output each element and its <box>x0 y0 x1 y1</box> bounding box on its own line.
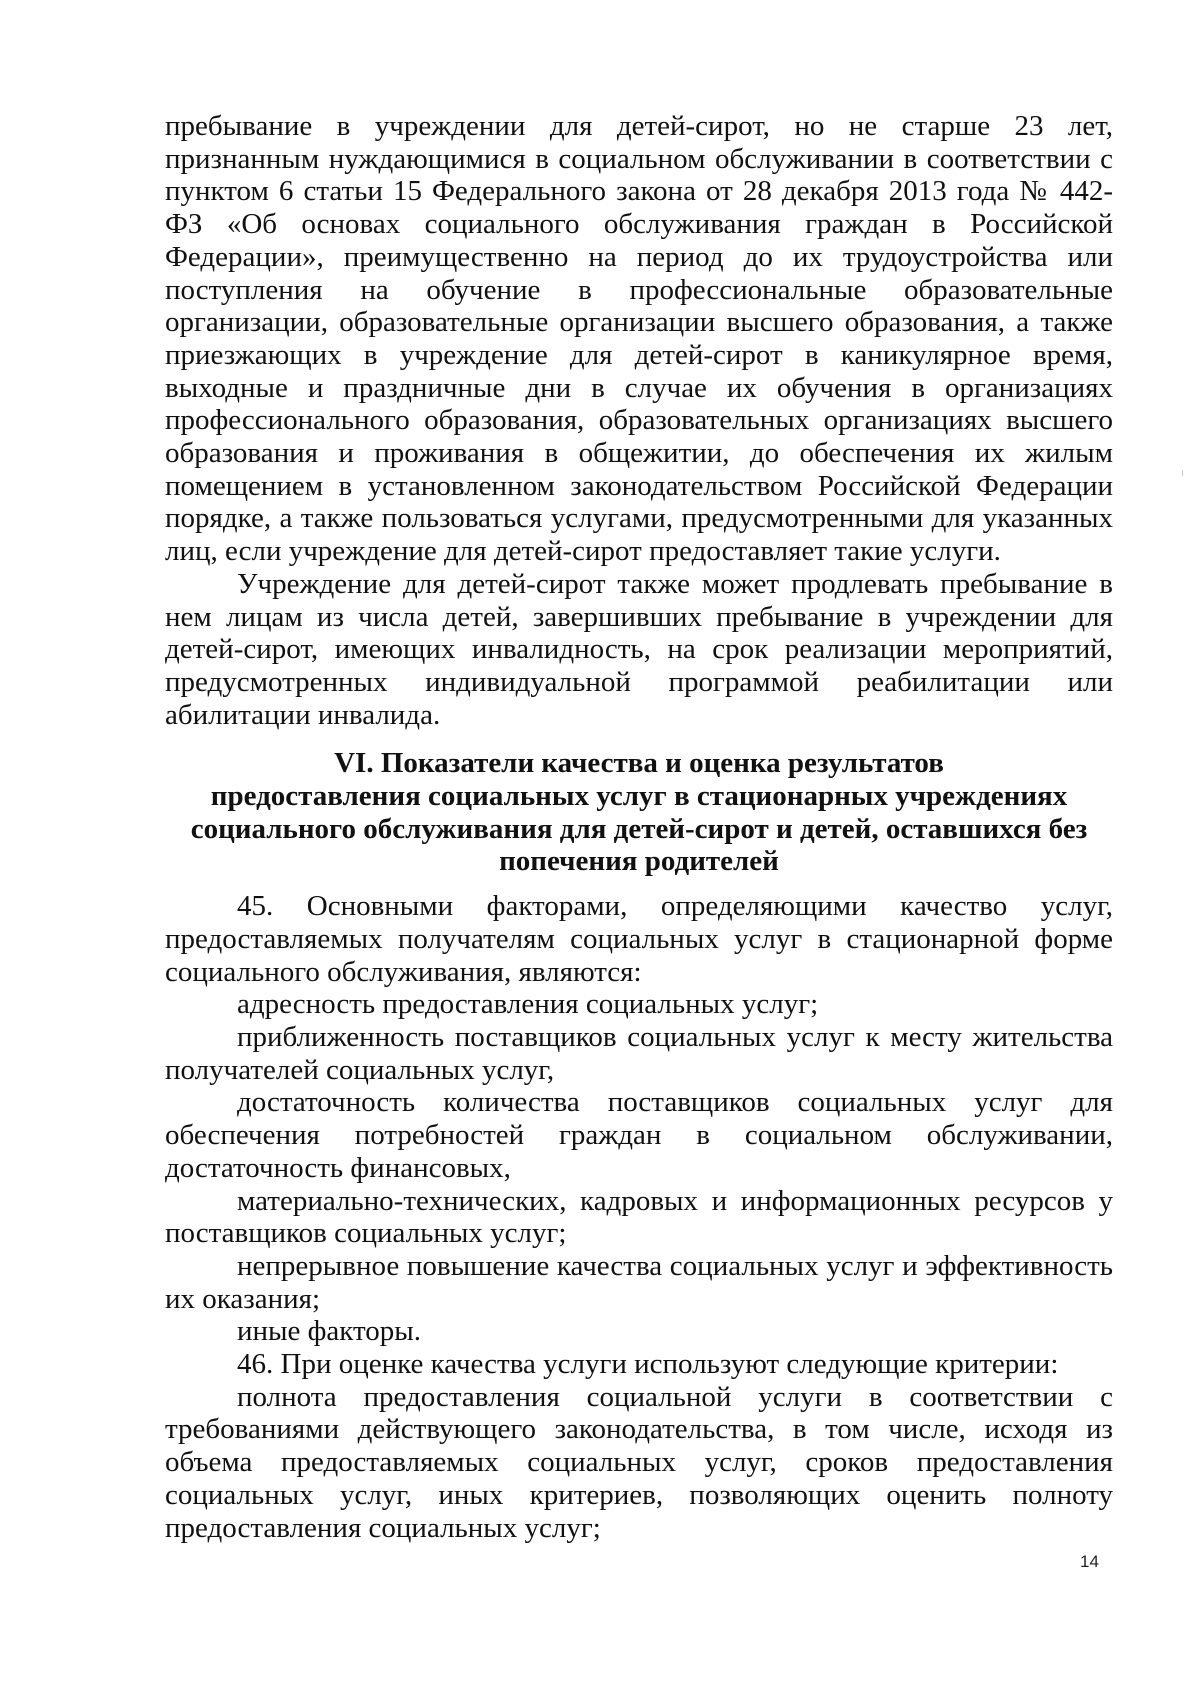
paragraph-proximity: приближенность поставщиков социальных услуг к месту жительства получателей социальных услуг, <box>165 1020 1113 1086</box>
section-heading-line-3: социального обслуживания для детей-сирот и детей, оставшихся без <box>190 812 1088 845</box>
paragraph-other-factors: иные факторы. <box>237 1315 422 1348</box>
scan-mark <box>1182 470 1183 476</box>
paragraph-extension-disabled: Учреждение для детей-сирот также может продлевать пребывание в нем лицам из числа детей, завершивших пребывание в учреждении для детей-сирот, имеющих инвалидность, на срок реализации мероприятий, предусмотренных индивидуальной программой реабилитации или абилитации инвалида. <box>165 567 1113 731</box>
section-heading-line-1: VI. Показатели качества и оценка результатов <box>334 747 944 780</box>
paragraph-sufficiency: достаточность количества поставщиков социальных услуг для обеспечения потребностей граждан в социальном обслуживании, достаточность финансовых, <box>165 1086 1113 1184</box>
document-body <box>165 110 1113 1544</box>
page-number: 14 <box>1080 1552 1099 1571</box>
paragraph-resources: материально-технических, кадровых и информационных ресурсов у поставщиков социальных услуг; <box>165 1184 1113 1250</box>
section-heading-line-4: попечения родителей <box>499 845 779 878</box>
section-heading <box>165 747 1113 878</box>
paragraph-item-45: 45. Основными факторами, определяющими качество услуг, предоставляемых получателям социальных услуг в стационарной форме социального обслуживания, являются: <box>165 890 1113 988</box>
paragraph-residence-continuation: пребывание в учреждении для детей-сирот, но не старше 23 лет, признанным нуждающимися в социальном обслуживании в соответствии с пунктом 6 статьи 15 Федерального закона от 28 декабря 2013 года № 442-ФЗ «Об основах социального обслуживания граждан в Российской Федерации», преимущественно на период до их трудоустройства или поступления на обучение в профессиональные образовательные организации, образовательные организации высшего образования, а также приезжающих в учреждение для детей-сирот в каникулярное время, выходные и праздничные дни в случае их обучения в организациях профессионального образования, образовательных организациях высшего образования и проживания в общежитии, до обеспечения их жилым помещением в установленном законодательством Российской Федерации порядке, а также пользоваться услугами, предусмотренными для указанных лиц, если учреждение для детей-сирот предоставляет такие услуги. <box>165 110 1113 568</box>
section-heading-line-2: предоставления социальных услуг в стационарных учреждениях <box>210 780 1068 813</box>
paragraph-quality-improvement: непрерывное повышение качества социальных услуг и эффективность их оказания; <box>165 1249 1113 1315</box>
paragraph-completeness: полнота предоставления социальной услуги в соответствии с требованиями действующего законодательства, в том числе, исходя из объема предоставляемых социальных услуг, сроков предоставления социальных услуг, иных критериев, позволяющих оценить полноту предоставления социальных услуг; <box>165 1380 1113 1544</box>
paragraph-item-46: 46. При оценке качества услуги используют следующие критерии: <box>237 1348 1059 1381</box>
paragraph-targeting: адресность предоставления социальных услуг; <box>237 988 819 1021</box>
